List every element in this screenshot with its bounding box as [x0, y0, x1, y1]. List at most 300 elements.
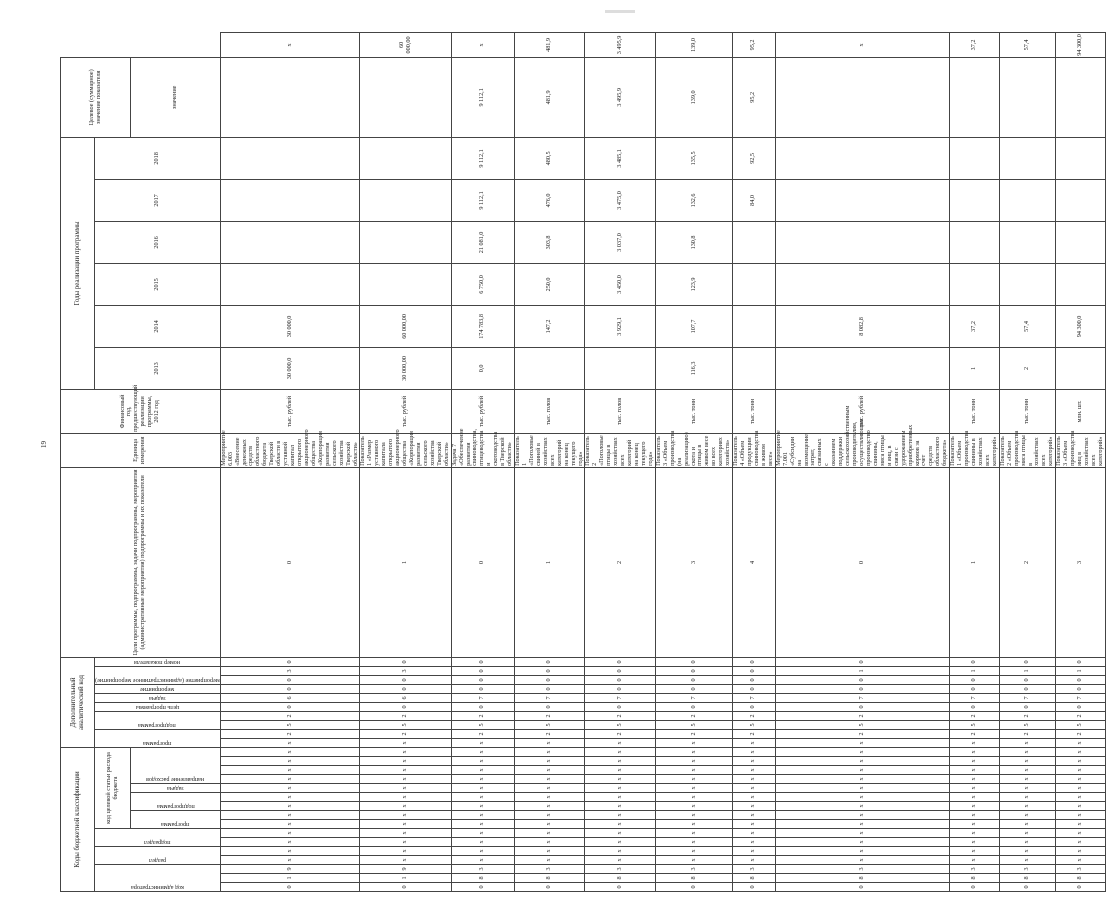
budget-code-cell: x	[220, 856, 360, 865]
year-value	[950, 137, 1000, 179]
budget-code-cell: x	[775, 784, 949, 793]
row-unit: тыс. тонн	[999, 389, 1056, 433]
budget-code-cell: x	[585, 829, 655, 838]
budget-code-cell: x	[585, 856, 655, 865]
budget-code-cell: x	[655, 757, 732, 766]
budget-code-cell: x	[655, 829, 732, 838]
admin-code-digit: 0	[585, 883, 655, 892]
budget-code-cell: x	[655, 793, 732, 802]
budget-codes-header: Коды бюджетной классификации	[61, 747, 95, 891]
budget-code-cell: x	[733, 738, 776, 747]
budget-code-cell: x	[950, 793, 1000, 802]
budget-code-cell: x	[585, 811, 655, 820]
analytic-code-digit: 5	[655, 720, 732, 729]
row-name: Показатель 3 «Объем производства яиц в хозяйствах всех категорий»	[1055, 430, 1104, 466]
budget-code-cell: x	[775, 829, 949, 838]
analytic-code-digit: 7	[1056, 693, 1106, 702]
year-value: 30 000,0	[220, 305, 360, 347]
analytic-code-digit: 0	[775, 657, 949, 666]
budget-code-cell: x	[1056, 784, 1106, 793]
year-value	[733, 305, 776, 347]
row-base-year: 0,0	[451, 347, 514, 389]
year-value: 147,2	[515, 305, 585, 347]
budget-code-cell: x	[775, 847, 949, 856]
analytic-code-digit: 0	[585, 684, 655, 693]
row-target: 95,2	[733, 33, 776, 58]
analytic-code-digit: 0	[999, 684, 1056, 693]
year-value	[950, 221, 1000, 263]
analytic-code-digit: 0	[585, 657, 655, 666]
budget-code-cell: x	[655, 820, 732, 829]
year-value: 21 081,0	[451, 221, 514, 263]
target-header: Целевое (суммарное) значение показателя	[61, 57, 131, 137]
budget-code-cell: x	[1056, 738, 1106, 747]
row-base-year: 1	[950, 347, 1000, 389]
analytic-code-digit: 0	[451, 467, 514, 657]
row-name: Показатель 4 «Объем продукции свиноводства в живом весе»	[732, 430, 774, 466]
analytic-code-digit: 0	[950, 684, 1000, 693]
analytic-code-digit: 0	[360, 657, 451, 666]
year-value: 107,7	[655, 305, 732, 347]
budget-code-cell: x	[360, 856, 451, 865]
budget-code-cell: x	[220, 747, 360, 756]
budget-code-cell: x	[220, 847, 360, 856]
admin-code-digit: 0	[950, 883, 1000, 892]
budget-code-cell: x	[585, 847, 655, 856]
year-value: 94 300,0	[1056, 305, 1106, 347]
analytic-code-digit: 5	[451, 720, 514, 729]
admin-code-digit: 0	[1056, 883, 1106, 892]
year-value: 6 750,0	[451, 263, 514, 305]
budget-code-cell: x	[655, 847, 732, 856]
row-target: 481,9	[515, 33, 585, 58]
analytic-code-digit: 2	[585, 729, 655, 738]
budget-code-cell: x	[515, 775, 585, 784]
year-value: 139,0	[655, 57, 732, 137]
analytic-code-digit: 1	[999, 666, 1056, 675]
year-value	[775, 263, 949, 305]
analytic-code-digit: 0	[515, 684, 585, 693]
base-year-header: Финансовый год, предшествующий реализации программы, 2012 год	[61, 389, 221, 433]
analytic-code-digit: 7	[775, 693, 949, 702]
analytic-code-digit: 2	[1056, 729, 1106, 738]
budget-code-cell: x	[515, 747, 585, 756]
analytic-code-digit: 0	[1056, 657, 1106, 666]
row-unit: тыс. рублей	[775, 389, 949, 433]
year-value: 3 475,0	[585, 179, 655, 221]
budget-code-cell: x	[999, 802, 1056, 811]
year-value	[220, 179, 360, 221]
year-value: 9 112,1	[451, 57, 514, 137]
table-row	[775, 33, 949, 892]
budget-code-cell: x	[220, 802, 360, 811]
budget-code-cell: x	[1056, 766, 1106, 775]
budget-code-cell: x	[655, 838, 732, 847]
admin-code-digit: 8	[775, 874, 949, 883]
row-unit: тыс. голов	[515, 389, 585, 433]
year-value: 130,8	[655, 221, 732, 263]
analytic-code-digit: 2	[220, 711, 360, 720]
year-value	[775, 221, 949, 263]
admin-code-digit: 3	[733, 865, 776, 874]
budget-code-cell: x	[950, 829, 1000, 838]
analytic-code-digit: 2	[515, 729, 585, 738]
row-base-year: 30 000,00	[360, 347, 451, 389]
budget-code-cell: x	[733, 802, 776, 811]
row-name: Мероприятие 6.003 «Внесение денежных средств областного бюджета Тверской области в уставной капитал открытого акционерного общества «Корпорация развития сельского хозяйства Тверской области»	[219, 429, 359, 466]
budget-code-cell: x	[733, 766, 776, 775]
budget-code-cell: x	[1056, 757, 1106, 766]
row-name: Показатель 1 «Объем производства свинины в хозяйствах всех категорий»	[949, 430, 998, 466]
target-code-header: код целевой статьи расхода бюджета	[95, 747, 131, 828]
budget-code-cell: x	[360, 738, 451, 747]
row-base-year	[1056, 347, 1106, 389]
table-row	[999, 33, 1056, 892]
admin-code-digit: 8	[515, 874, 585, 883]
analytic-code-digit: 0	[585, 675, 655, 684]
analytic-code-digit: 2	[451, 729, 514, 738]
budget-code-cell: x	[451, 802, 514, 811]
analytic-code-digit: 2	[585, 467, 655, 657]
budget-code-cell: x	[655, 856, 732, 865]
analytic-code-digit: 0	[451, 702, 514, 711]
budget-code-cell: x	[950, 775, 1000, 784]
analytic-code-digit: 0	[655, 675, 732, 684]
analytic-code-digit: 0	[451, 666, 514, 675]
program-header: программа	[161, 821, 190, 828]
analytic-code-digit: 0	[1056, 684, 1106, 693]
budget-code-cell: x	[775, 738, 949, 747]
analytic-code-digit: 6	[360, 693, 451, 702]
analytic-code-digit: 2	[515, 711, 585, 720]
year-value	[733, 263, 776, 305]
budget-code-cell: x	[360, 747, 451, 756]
row-base-year: 30 000,0	[220, 347, 360, 389]
budget-code-cell: x	[515, 738, 585, 747]
year-value: 37,2	[950, 305, 1000, 347]
budget-code-cell: x	[451, 775, 514, 784]
years-group-header: Годы реализации программы	[61, 137, 95, 389]
year-value: 9 112,1	[451, 137, 514, 179]
year-value	[360, 137, 451, 179]
analytic-code-digit: 5	[585, 720, 655, 729]
section-header: раздел	[148, 857, 166, 864]
year-value: 174 783,8	[451, 305, 514, 347]
budget-code-cell: x	[999, 784, 1056, 793]
analytic-code-digit: 0	[220, 684, 360, 693]
subsection-header: подраздел	[144, 839, 171, 846]
analytic-code-digit: 5	[775, 720, 949, 729]
budget-code-cell: x	[451, 856, 514, 865]
admin-code-digit: 0	[999, 883, 1056, 892]
year-value: 303,8	[515, 221, 585, 263]
year-value	[360, 263, 451, 305]
analytic-code-digit: 0	[515, 675, 585, 684]
analytic-code-digit: 2	[585, 711, 655, 720]
budget-code-cell: x	[515, 802, 585, 811]
admin-code-digit: 0	[220, 883, 360, 892]
budget-code-cell: x	[655, 802, 732, 811]
year-value: 9 112,1	[451, 179, 514, 221]
year-value	[1056, 263, 1106, 305]
budget-code-cell: x	[775, 747, 949, 756]
year-value: 95,2	[733, 57, 776, 137]
table-row	[950, 33, 1000, 892]
budget-code-cell: x	[515, 820, 585, 829]
analytic-code-digit: 0	[451, 684, 514, 693]
row-name: Показатель 1 «Размер уставного капитала открытого акционерного общества «Корпорация развития сельского хозяйства Тверской области»	[359, 429, 450, 466]
admin-code-digit: 8	[451, 874, 514, 883]
year-2015-header: 2015	[95, 263, 221, 305]
subprogram-header: подпрограмма	[156, 803, 195, 810]
analytic-code-digit: 0	[655, 657, 732, 666]
analytic-code-digit: 2	[1056, 711, 1106, 720]
admin-code-digit: 8	[1056, 874, 1106, 883]
budget-code-cell: x	[585, 766, 655, 775]
row-base-year	[585, 347, 655, 389]
row-base-year	[515, 347, 585, 389]
row-unit: тыс. рублей	[220, 389, 360, 433]
budget-code-cell: x	[451, 738, 514, 747]
analytic-code-digit: 1	[775, 666, 949, 675]
budget-code-cell: x	[451, 838, 514, 847]
analytic-code-digit: 0	[655, 684, 732, 693]
year-value: 250,0	[515, 263, 585, 305]
budget-code-cell: x	[950, 766, 1000, 775]
analytic-code-digit: 0	[775, 467, 949, 657]
budget-code-cell: x	[775, 802, 949, 811]
year-value: 84,0	[733, 179, 776, 221]
year-2016-header: 2016	[95, 221, 221, 263]
activity-header: направление расходов	[146, 776, 205, 783]
budget-code-cell: x	[360, 820, 451, 829]
budget-code-cell: x	[733, 847, 776, 856]
row-target: x	[220, 33, 360, 58]
table-body	[220, 33, 1105, 892]
table-row	[1056, 33, 1106, 892]
table-row	[360, 33, 451, 892]
budget-code-cell: x	[220, 793, 360, 802]
budget-code-cell: x	[360, 766, 451, 775]
budget-code-cell: x	[515, 784, 585, 793]
row-base-year: 2	[999, 347, 1056, 389]
value-header: значение	[131, 57, 220, 137]
budget-code-cell: x	[220, 829, 360, 838]
budget-code-cell: x	[655, 784, 732, 793]
budget-code-cell: x	[451, 793, 514, 802]
analytic-code-digit: 1	[1056, 666, 1106, 675]
budget-code-cell: x	[220, 766, 360, 775]
admin-code-header: код администратора	[130, 884, 184, 891]
analytic-code-digit: 7	[451, 693, 514, 702]
analytic-code-digit: 0	[775, 684, 949, 693]
year-value: 481,9	[515, 57, 585, 137]
budget-code-cell: x	[999, 747, 1056, 756]
admin-code-digit: 3	[1056, 865, 1106, 874]
budget-code-cell: x	[655, 766, 732, 775]
admin-code-digit: 1	[360, 874, 451, 883]
year-value: 3 450,0	[585, 263, 655, 305]
analytic-code-digit: 2	[360, 729, 451, 738]
year-value: 480,5	[515, 137, 585, 179]
budget-code-cell: x	[775, 856, 949, 865]
admin-code-digit: 0	[655, 883, 732, 892]
admin-code-digit: 8	[733, 874, 776, 883]
year-value	[950, 263, 1000, 305]
budget-code-cell: x	[950, 784, 1000, 793]
analytic-code-header: Дополнительный аналитический код	[61, 657, 95, 747]
analytic-code-digit: 2	[950, 729, 1000, 738]
budget-code-cell: x	[733, 775, 776, 784]
budget-code-cell: x	[733, 838, 776, 847]
budget-code-cell: x	[220, 838, 360, 847]
admin-code-digit: 0	[515, 883, 585, 892]
budget-code-cell: x	[515, 766, 585, 775]
year-value: 476,0	[515, 179, 585, 221]
row-unit: тыс. тонн	[733, 389, 776, 433]
budget-code-cell: x	[515, 856, 585, 865]
budget-code-cell: x	[360, 811, 451, 820]
admin-code-digit: 3	[999, 865, 1056, 874]
analytic-code-digit: 2	[451, 711, 514, 720]
budget-code-cell: x	[655, 811, 732, 820]
analytic-code-digit: 2	[360, 711, 451, 720]
budget-code-cell: x	[655, 747, 732, 756]
budget-code-cell: x	[1056, 856, 1106, 865]
analytic-code-digit: 0	[585, 702, 655, 711]
budget-code-cell: x	[515, 829, 585, 838]
budget-code-cell: x	[950, 811, 1000, 820]
budget-code-cell: x	[451, 757, 514, 766]
analytic-code-digit: 0	[733, 657, 776, 666]
analytic-code-digit: 2	[999, 467, 1056, 657]
a-goal-header: задача	[148, 694, 166, 702]
budget-code-cell: x	[585, 757, 655, 766]
admin-code-digit: 3	[655, 865, 732, 874]
budget-code-cell: x	[999, 856, 1056, 865]
admin-code-digit: 8	[585, 874, 655, 883]
analytic-code-digit: 7	[585, 693, 655, 702]
analytic-code-digit: 0	[733, 684, 776, 693]
analytic-code-digit: 0	[451, 657, 514, 666]
budget-code-cell: x	[999, 738, 1056, 747]
table-header	[61, 33, 221, 892]
budget-code-cell: x	[950, 856, 1000, 865]
a-program-header: программа	[143, 739, 172, 747]
budget-code-cell: x	[220, 820, 360, 829]
unit-header: Единица измерения	[61, 433, 221, 467]
row-target: x	[775, 33, 949, 58]
analytic-code-digit: 0	[950, 675, 1000, 684]
admin-code-digit: 0	[451, 883, 514, 892]
analytic-code-digit: 2	[655, 711, 732, 720]
budget-code-cell: x	[585, 838, 655, 847]
budget-code-cell: x	[515, 757, 585, 766]
analytic-code-digit: 3	[360, 666, 451, 675]
goals-header: Цели программы, подпрограммы, задачи подпрограммы, мероприятия (административные мероприятия) подпрограммы и их показатели	[61, 467, 221, 657]
analytic-code-digit: 5	[999, 720, 1056, 729]
budget-code-cell: x	[775, 820, 949, 829]
year-value	[360, 179, 451, 221]
analytic-code-digit: 2	[655, 729, 732, 738]
row-name: Показатель 3 «Объем производства (на реализацию) скота и птицы в живом весе во всех категориях хозяйств»	[654, 430, 732, 466]
budget-code-cell: x	[515, 847, 585, 856]
analytic-code-digit: 0	[1056, 675, 1106, 684]
budget-code-cell: x	[950, 820, 1000, 829]
budget-code-cell: x	[360, 793, 451, 802]
task-header: задача	[167, 785, 184, 792]
budget-code-cell: x	[220, 775, 360, 784]
year-value: 3 485,1	[585, 137, 655, 179]
row-target: 37,2	[950, 33, 1000, 58]
analytic-code-digit: 0	[999, 675, 1056, 684]
budget-code-cell: x	[1056, 747, 1106, 756]
year-value	[220, 221, 360, 263]
budget-code-cell: x	[1056, 829, 1106, 838]
analytic-code-digit: 0	[733, 702, 776, 711]
analytic-code-digit: 0	[1056, 702, 1106, 711]
analytic-code-digit: 0	[950, 657, 1000, 666]
analytic-code-digit: 2	[733, 711, 776, 720]
row-target: x	[451, 33, 514, 58]
year-value: 135,5	[655, 137, 732, 179]
analytic-code-digit: 0	[515, 666, 585, 675]
row-target: 139,0	[655, 33, 732, 58]
analytic-code-digit: 0	[515, 657, 585, 666]
budget-code-cell: x	[950, 847, 1000, 856]
year-value: 132,6	[655, 179, 732, 221]
budget-code-cell: x	[733, 747, 776, 756]
year-2014-header: 2014	[95, 305, 221, 347]
analytic-code-digit: 0	[360, 675, 451, 684]
budget-code-cell: x	[220, 738, 360, 747]
budget-code-cell: x	[775, 793, 949, 802]
year-value: 60 000,00	[360, 305, 451, 347]
budget-code-cell: x	[451, 784, 514, 793]
year-value	[999, 57, 1056, 137]
analytic-code-digit: 0	[999, 702, 1056, 711]
budget-code-cell: x	[733, 820, 776, 829]
table-row	[655, 33, 732, 892]
budget-code-cell: x	[451, 847, 514, 856]
row-name: Мероприятие 7.001 «Субсидии на возмещение затрат, связанных с оказанием поддержки сельскохозяйственным производителям, осуществляющим производство свинины, мяса птицы и яиц, в связи с удорожанием приобретенных кормов за счет средств областного бюджета»	[774, 405, 949, 466]
budget-code-cell: x	[515, 838, 585, 847]
row-unit: тыс. тонн	[950, 389, 1000, 433]
year-value	[1056, 221, 1106, 263]
year-value	[1056, 57, 1106, 137]
analytic-code-digit: 2	[950, 711, 1000, 720]
budget-code-cell: x	[585, 784, 655, 793]
budget-code-cell: x	[585, 802, 655, 811]
analytic-code-digit: 0	[220, 702, 360, 711]
row-base-year	[775, 347, 949, 389]
year-value	[733, 221, 776, 263]
row-name: Задача 7 «Обеспечение развития свиноводства, птицеводства и скотоводства в Тверской области»	[450, 428, 514, 466]
budget-code-cell: x	[775, 775, 949, 784]
budget-code-cell: x	[360, 847, 451, 856]
analytic-code-digit: 4	[733, 467, 776, 657]
year-value	[775, 179, 949, 221]
a-subprogram-header: подпрограмма	[138, 721, 177, 729]
budget-code-cell: x	[1056, 811, 1106, 820]
table-row	[515, 33, 585, 892]
budget-code-cell: x	[950, 838, 1000, 847]
budget-code-cell: x	[360, 802, 451, 811]
year-value	[220, 137, 360, 179]
row-unit: млн. шт.	[1056, 389, 1106, 433]
analytic-code-digit: 5	[1056, 720, 1106, 729]
admin-code-digit: 8	[655, 874, 732, 883]
